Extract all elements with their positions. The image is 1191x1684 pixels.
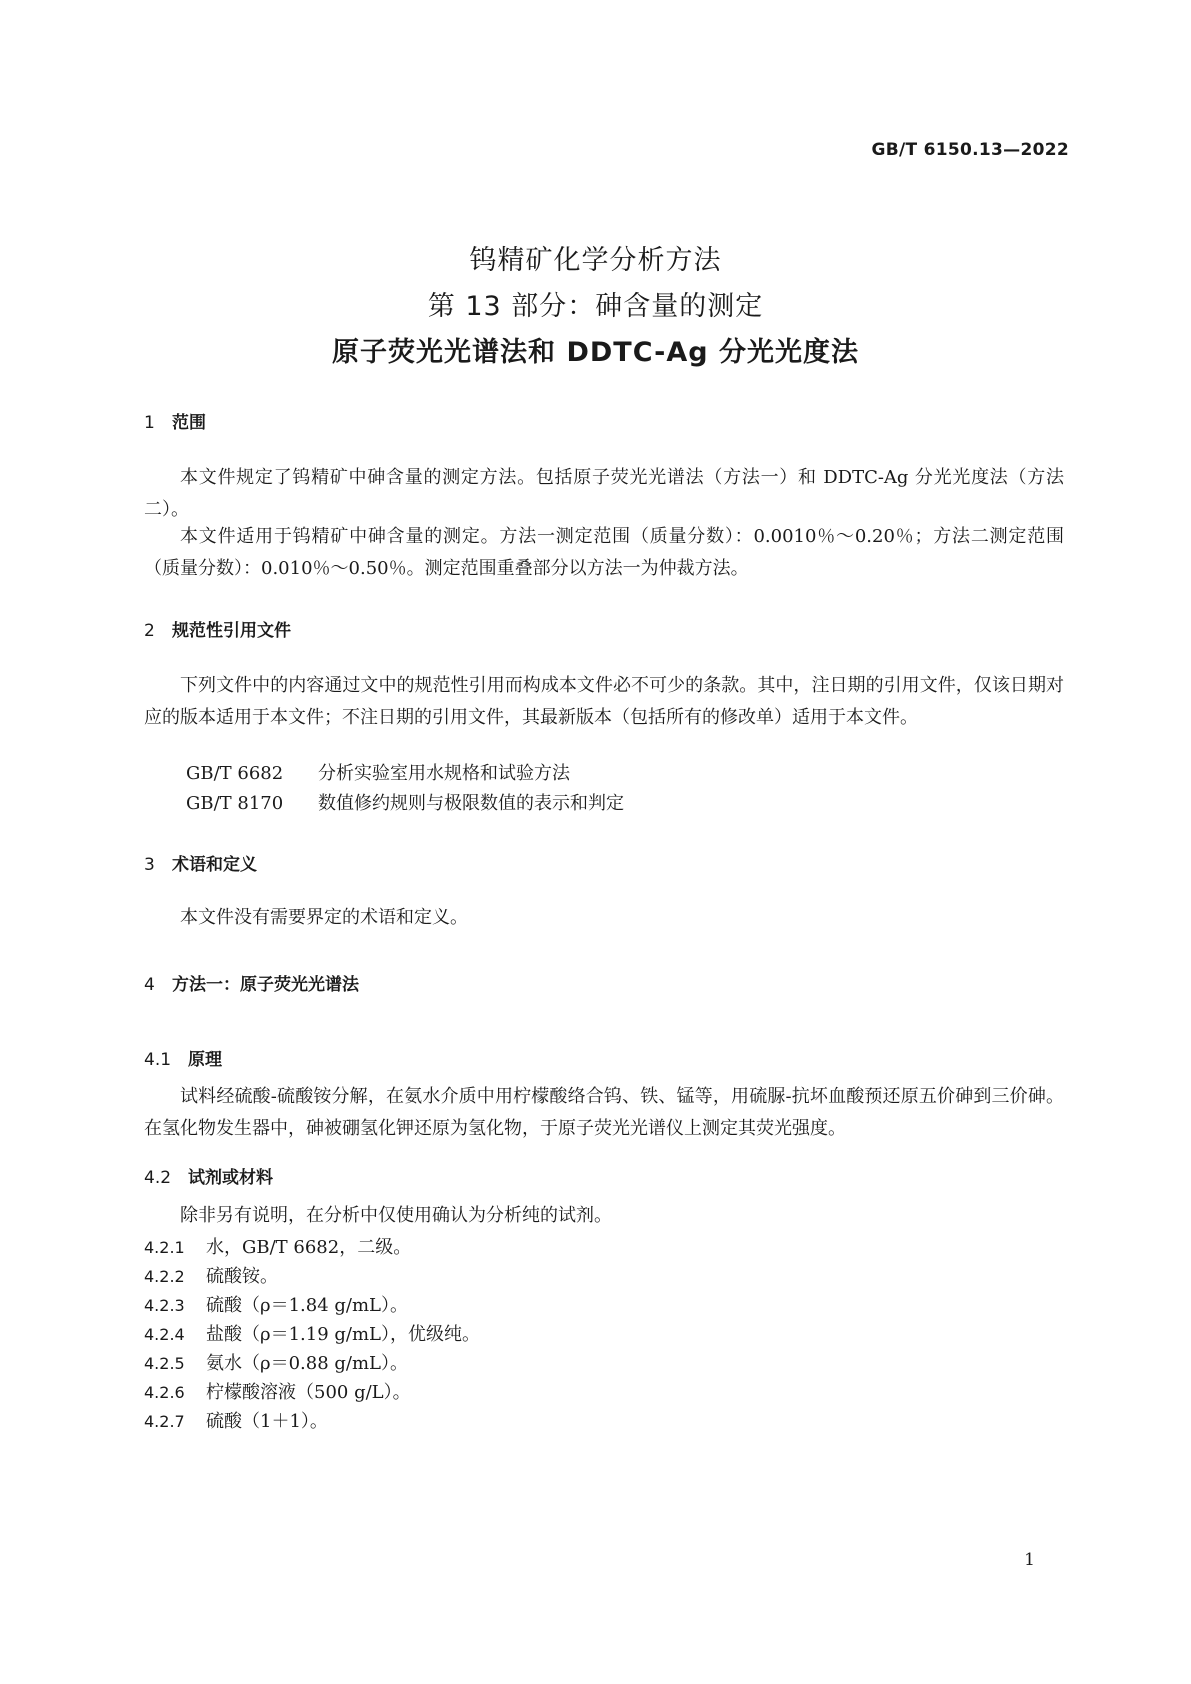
section-title: 规范性引用文件: [172, 621, 291, 641]
section-heading-4-1: [144, 1045, 222, 1070]
paragraph-scope-2: 本文件适用于钨精矿中砷含量的测定。方法一测定范围（质量分数）：0.0010％～0.20％；方法二测定范围（质量分数）：0.010％～0.50％。测定范围重叠部分以方法一为仲裁方法。: [144, 526, 1064, 579]
paragraph-normative-refs: 下列文件中的内容通过文中的规范性引用而构成本文件必不可少的条款。其中，注日期的引用文件，仅该日期对应的版本适用于本文件；不注日期的引用文件，其最新版本（包括所有的修改单）适用于本文件。: [144, 675, 1064, 728]
paragraph-principle: 试料经硫酸-硫酸铵分解，在氨水介质中用柠檬酸络合钨、铁、锰等，用硫脲-抗坏血酸预还原五价砷到三价砷。在氢化物发生器中，砷被硼氢化钾还原为氢化物，于原子荧光光谱仪上测定其荧光强度。: [144, 1086, 1064, 1139]
standard-code: GB/T 6150.13—2022: [871, 140, 1069, 160]
section-title: 方法一：原子荧光光谱法: [172, 975, 359, 995]
reagent-text: 硫酸（1＋1）。: [206, 1411, 328, 1432]
reagent-item: [144, 1320, 480, 1350]
reagent-number: 4.2.1: [144, 1238, 185, 1257]
reagent-text: 硫酸（ρ＝1.84 g/mL）。: [206, 1295, 408, 1316]
section-heading-4: [144, 970, 359, 995]
title-line-2: 第 13 部分：砷含量的测定: [427, 291, 764, 322]
reference-item: [186, 758, 570, 790]
reagent-item: [144, 1378, 411, 1408]
title-line-1: 钨精矿化学分析方法: [469, 245, 722, 276]
page-number: 1: [1024, 1550, 1035, 1570]
reagent-number: 4.2.7: [144, 1412, 185, 1431]
reagent-text: 柠檬酸溶液（500 g/L）。: [206, 1382, 411, 1403]
reference-code: GB/T 6682: [186, 763, 284, 784]
section-heading-3: [144, 850, 257, 875]
section-number: 4.2: [144, 1168, 172, 1188]
section-title: 试剂或材料: [188, 1168, 273, 1188]
section-title: 术语和定义: [172, 855, 257, 875]
reagent-item: [144, 1262, 278, 1292]
section-heading-1: [144, 408, 206, 433]
title-line-3: 原子荧光光谱法和 DDTC-Ag 分光光度法: [332, 337, 859, 368]
reagent-number: 4.2.6: [144, 1383, 185, 1402]
reagent-number: 4.2.2: [144, 1267, 185, 1286]
section-number: 4: [144, 975, 155, 995]
document-title: [0, 238, 1191, 376]
paragraph-terms: 本文件没有需要界定的术语和定义。: [180, 907, 468, 928]
section-number: 2: [144, 621, 155, 641]
paragraph-reagents-intro: 除非另有说明，在分析中仅使用确认为分析纯的试剂。: [180, 1205, 612, 1226]
section-title: 范围: [172, 413, 206, 433]
reagent-text: 硫酸铵。: [206, 1266, 278, 1287]
section-number: 3: [144, 855, 155, 875]
reagent-text: 氨水（ρ＝0.88 g/mL）。: [206, 1353, 408, 1374]
section-title: 原理: [188, 1050, 222, 1070]
reference-code: GB/T 8170: [186, 793, 284, 814]
reference-title: 数值修约规则与极限数值的表示和判定: [318, 793, 624, 814]
reagent-text: 盐酸（ρ＝1.19 g/mL），优级纯。: [206, 1324, 480, 1345]
reagent-item: [144, 1349, 408, 1379]
paragraph-scope-1: 本文件规定了钨精矿中砷含量的测定方法。包括原子荧光光谱法（方法一）和 DDTC-Ag 分光光度法（方法二）。: [144, 467, 1064, 520]
section-number: 4.1: [144, 1050, 172, 1070]
reagent-text: 水，GB/T 6682，二级。: [206, 1237, 412, 1258]
section-heading-2: [144, 616, 291, 641]
reagent-item: [144, 1407, 328, 1437]
reagent-item: [144, 1291, 408, 1321]
section-heading-4-2: [144, 1163, 273, 1188]
reference-item: [186, 788, 624, 820]
reagent-number: 4.2.4: [144, 1325, 185, 1344]
reagent-number: 4.2.5: [144, 1354, 185, 1373]
reagent-item: [144, 1233, 411, 1263]
reagent-number: 4.2.3: [144, 1296, 185, 1315]
reference-title: 分析实验室用水规格和试验方法: [318, 763, 570, 784]
section-number: 1: [144, 413, 155, 433]
